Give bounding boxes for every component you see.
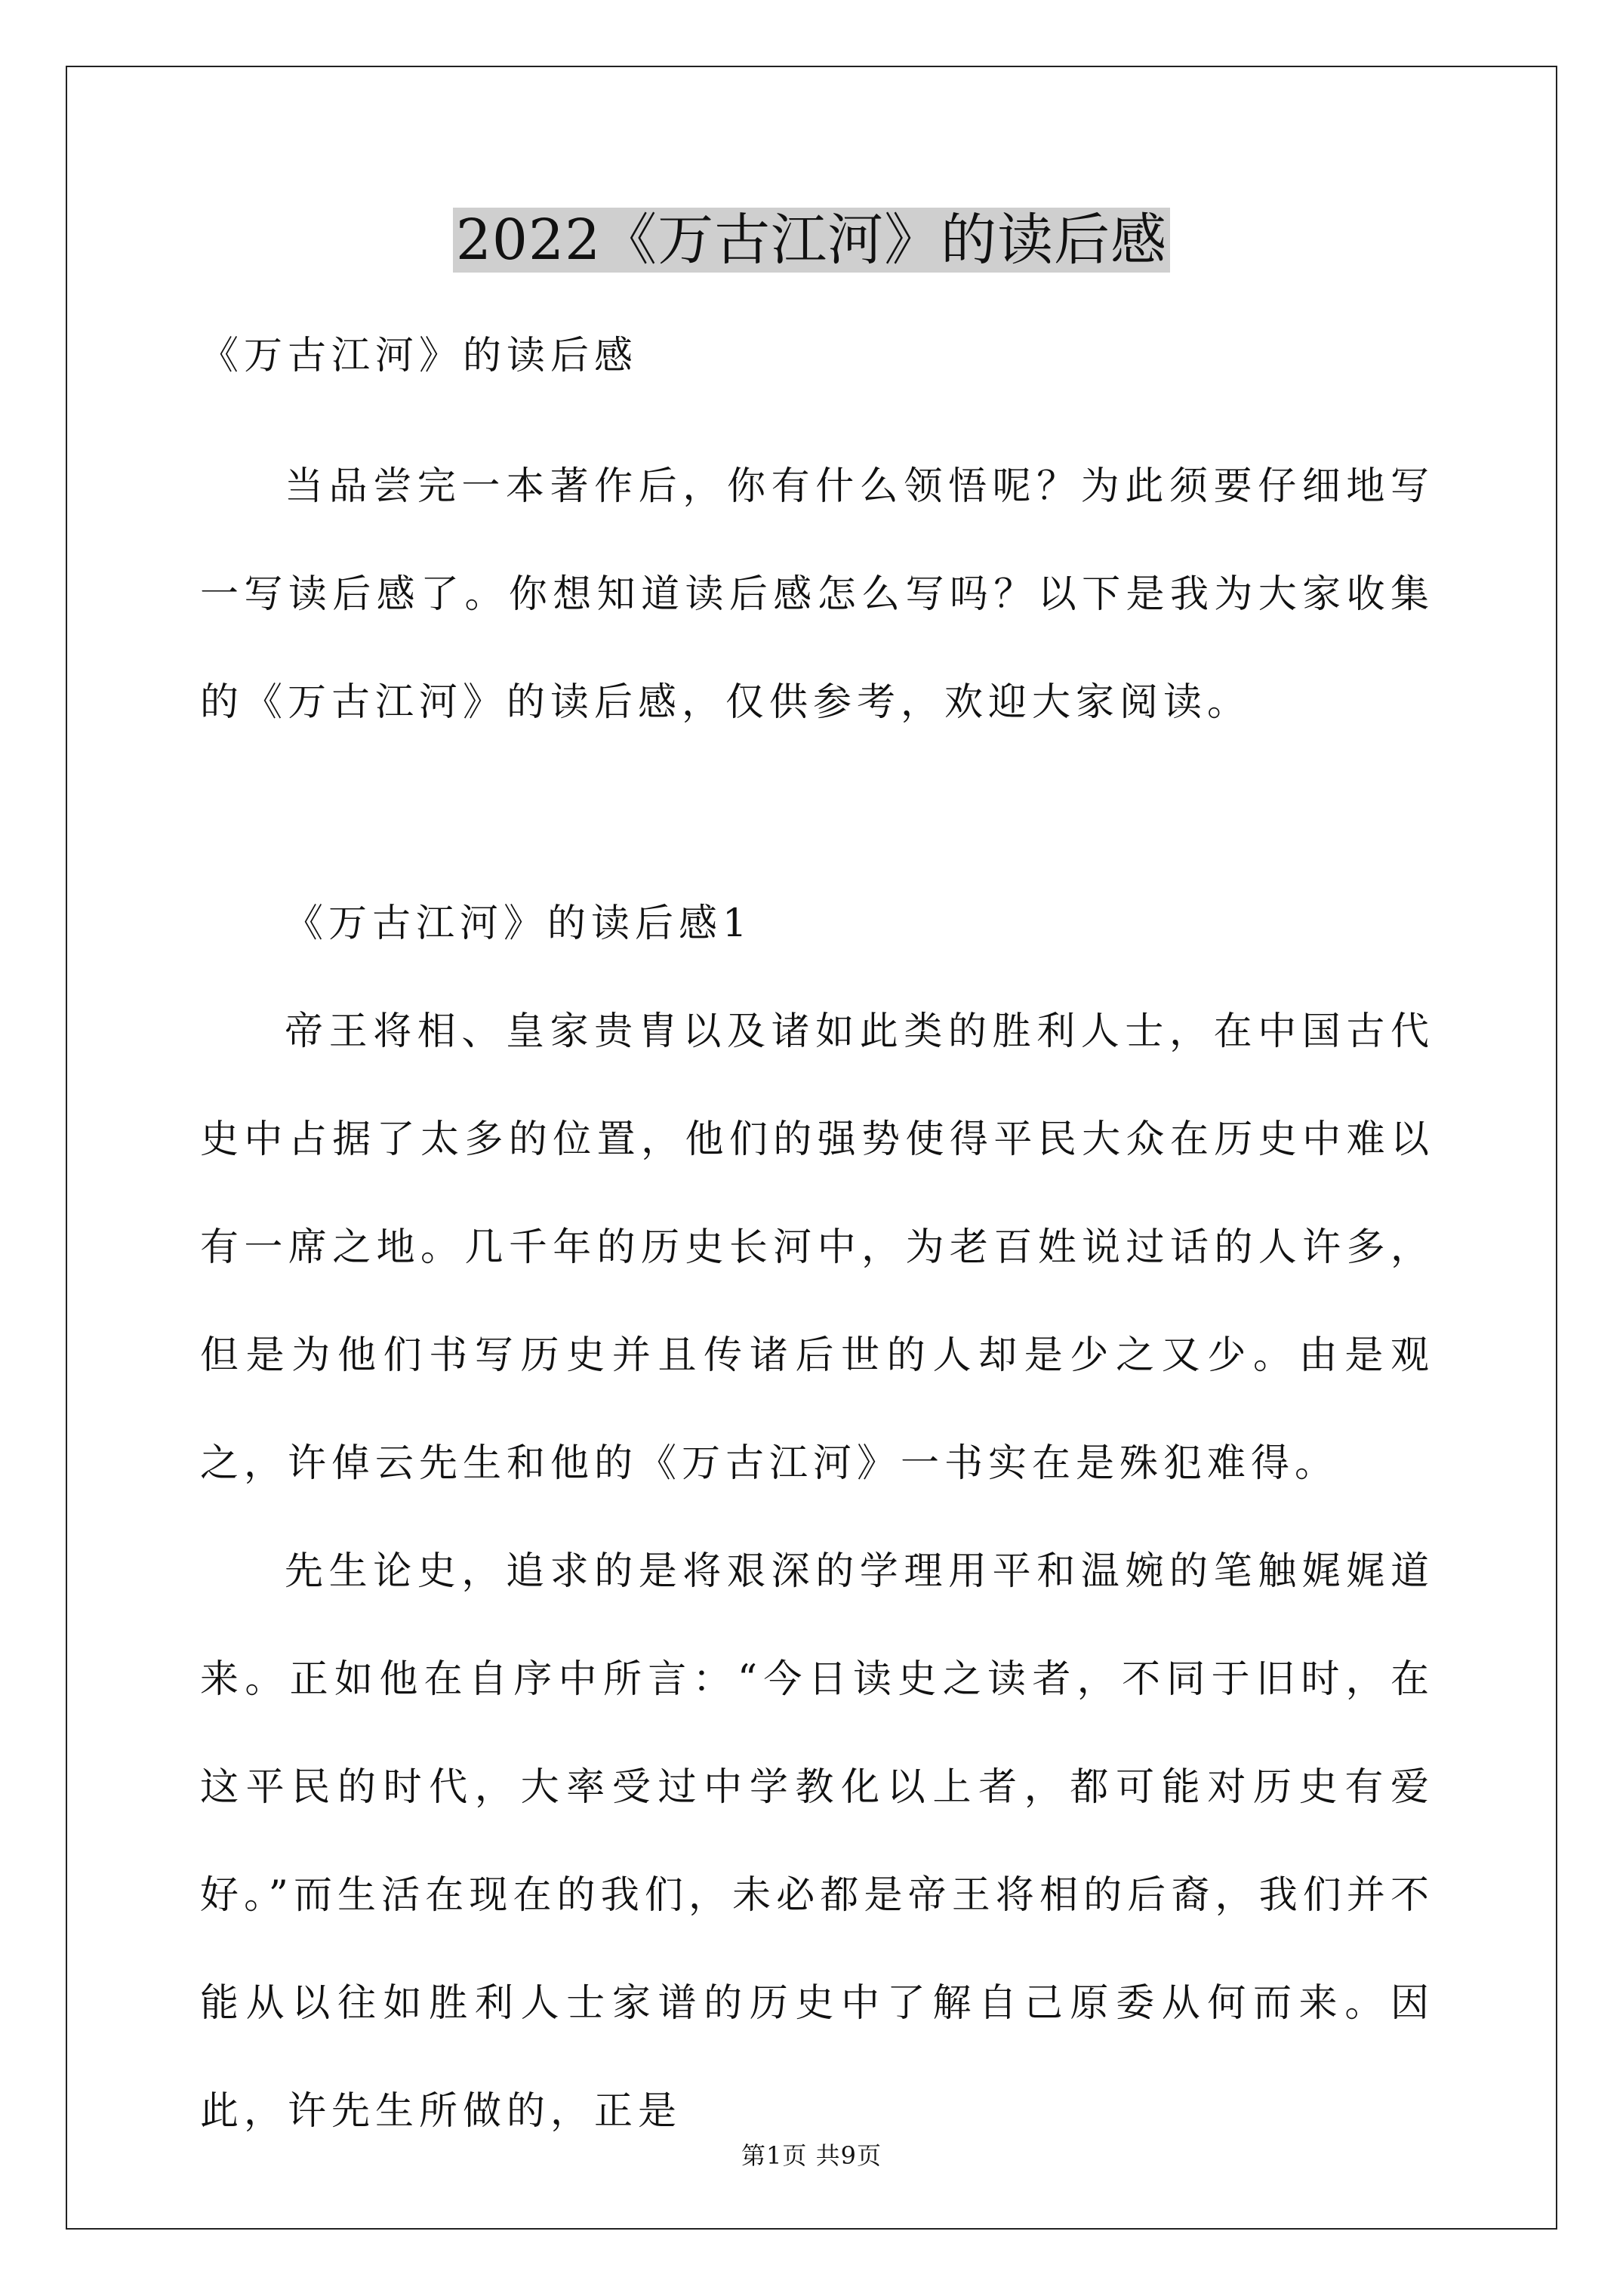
document-title [0,202,1623,278]
body-paragraph: 先生论史，追求的是将艰深的学理用平和温婉的笔触娓娓道来。正如他在自序中所言：“今日读史之读者，不同于旧时，在这平民的时代，大率受过中学教化以上者，都可能对历史有爱好。”而生活在现在的我们，未必都是帝王将相的后裔，我们并不能从以往如胜利人士家谱的历史中了解自己原委从何而来。因此，许先生所做的，正是 [200,1549,1434,2134]
document-title-text: 2022《万古江河》的读后感 [453,208,1170,273]
body-paragraph: 帝王将相、皇家贵胄以及诸如此类的胜利人士，在中国古代史中占据了太多的位置，他们的强势使得平民大众在历史中难以有一席之地。几千年的历史长河中，为老百姓说过话的人许多，但是为他们书写历史并且传诸后世的人却是少之又少。由是观之，许倬云先生和他的《万古江河》一书实在是殊犯难得。 [200,1009,1434,1486]
page-footer: 第1页 共9页 [741,2141,882,2170]
document-body [200,302,1434,2165]
section-spacer [200,757,1434,870]
intro-paragraph: 当品尝完一本著作后，你有什么领悟呢？为此须要仔细地写一写读后感了。你想知道读后感怎么写吗？以下是我为大家收集的《万古江河》的读后感，仅供参考，欢迎大家阅读。 [200,464,1434,725]
document-subtitle: 《万古江河》的读后感 [200,334,639,378]
section-heading: 《万古江河》的读后感1 [285,901,753,946]
